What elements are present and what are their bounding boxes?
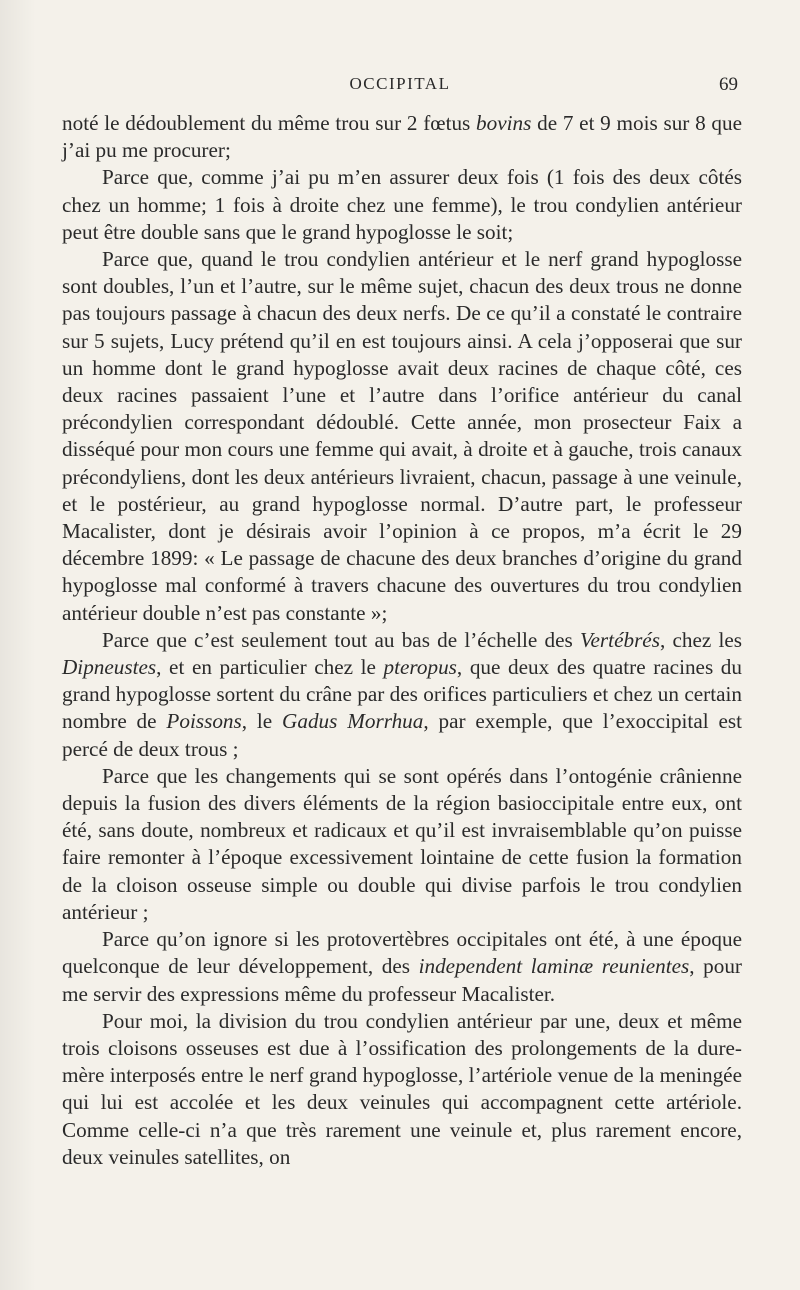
text-run: Pour moi, la division du trou condylien antérieur par une, deux et même trois cloisons osseuses est due à l’ossification des prolongements de la dure-mère interposés entre le nerf grand hypoglosse, l’artériole venue de la meningée qui lui est accolée et les deux veinules qui accompagnent cette artériole. Comme celle-ci n’a que très rarement une veinule et, plus rarement encore, deux veinules satellites, on [62,1008,742,1169]
italic-text: bovins [476,111,532,135]
paragraph [62,763,742,926]
text-run: , le [241,709,283,734]
text-run: , que deux des quatre racines du grand hypoglosse sortent du crâne par des orifices particuliers et chez un certain nombre de [62,655,742,734]
text-run: , pour me servir des expressions même du professeur Macalister. [62,954,742,1006]
italic-text: Poissons [166,709,242,734]
italic-text: Dipneustes [62,655,157,680]
text-run: Parce que, comme j’ai pu m’en assurer deux fois (1 fois des deux côtés chez un homme; 1 fois à droite chez une femme), le trou condylien antérieur peut être double sans que le grand hypoglosse le soit; [62,165,742,244]
page-gutter-shadow [0,0,36,1290]
italic-text: Vertébrés [579,627,660,652]
text-run: , par exemple, que l’exoccipital est percé de deux trous ; [62,709,742,761]
paragraph [62,1008,742,1171]
running-title: OCCIPITAL [349,74,451,93]
paragraph [62,164,742,246]
text-run: Parce qu’on ignore si les protovertèbres occipitales ont été, à une époque quelconque de leur développement, des [62,927,742,979]
paragraph [62,110,742,164]
paragraph [62,926,742,1008]
text-run: noté le dédoublement du même trou sur 2 fœtus [62,111,477,135]
text-run: Parce que les changements qui se sont opérés dans l’ontogénie crânienne depuis la fusion des divers éléments de la région basioccipitale entre eux, ont été, sans doute, nombreux et radicaux et qu’il est invraisemblable qu’on puisse faire remonter à l’époque excessivement lointaine de cette fusion la formation de la cloison osseuse simple ou double qui divise parfois le trou condylien antérieur ; [62,763,742,924]
text-run: Parce que c’est seulement tout au bas de l’échelle des [102,627,580,652]
italic-text: independent laminæ reunientes [418,954,690,979]
body-text [62,110,742,1171]
running-head [0,74,800,98]
page-number: 69 [719,74,738,95]
paragraph [62,246,742,627]
text-run: , et en particulier chez le [156,655,384,680]
text-run: de 7 et 9 mois sur 8 que j’ai pu me procurer; [62,111,742,163]
paragraph [62,627,742,763]
text-run: , chez les [659,627,743,652]
text-run: Parce que, quand le trou condylien antérieur et le nerf grand hypoglosse sont doubles, l’un et l’autre, sur le même sujet, chacun des deux trous ne donne pas toujours passage à chacun des deux nerfs. De ce qu’il a constaté le contraire sur 5 sujets, Lucy prétend qu’il en est toujours ainsi. A cela j’opposerai que sur un homme dont le grand hypoglosse avait deux racines de chaque côté, ces deux racines passaient l’une et l’autre dans l’orifice antérieur du canal précondylien correspondant dédoublé. Cette année, mon prosecteur Faix a disséqué pour mon cours une femme qui avait, à droite et à gauche, trois canaux précondyliens, dont les deux antérieurs livraient, chacun, passage à une veinule, et le postérieur, au grand hypoglosse normal. D’autre part, le professeur Macalister, dont je désirais avoir l’opinion à ce propos, m’a écrit le 29 décembre 1899: « Le passage de chacune des deux branches d’origine du grand hypoglosse mal conformé à travers chacune des ouvertures du trou condylien antérieur double n’est pas constante »; [62,247,742,625]
italic-text: Gadus Morrhua [282,709,424,734]
italic-text: pteropus [383,655,457,680]
